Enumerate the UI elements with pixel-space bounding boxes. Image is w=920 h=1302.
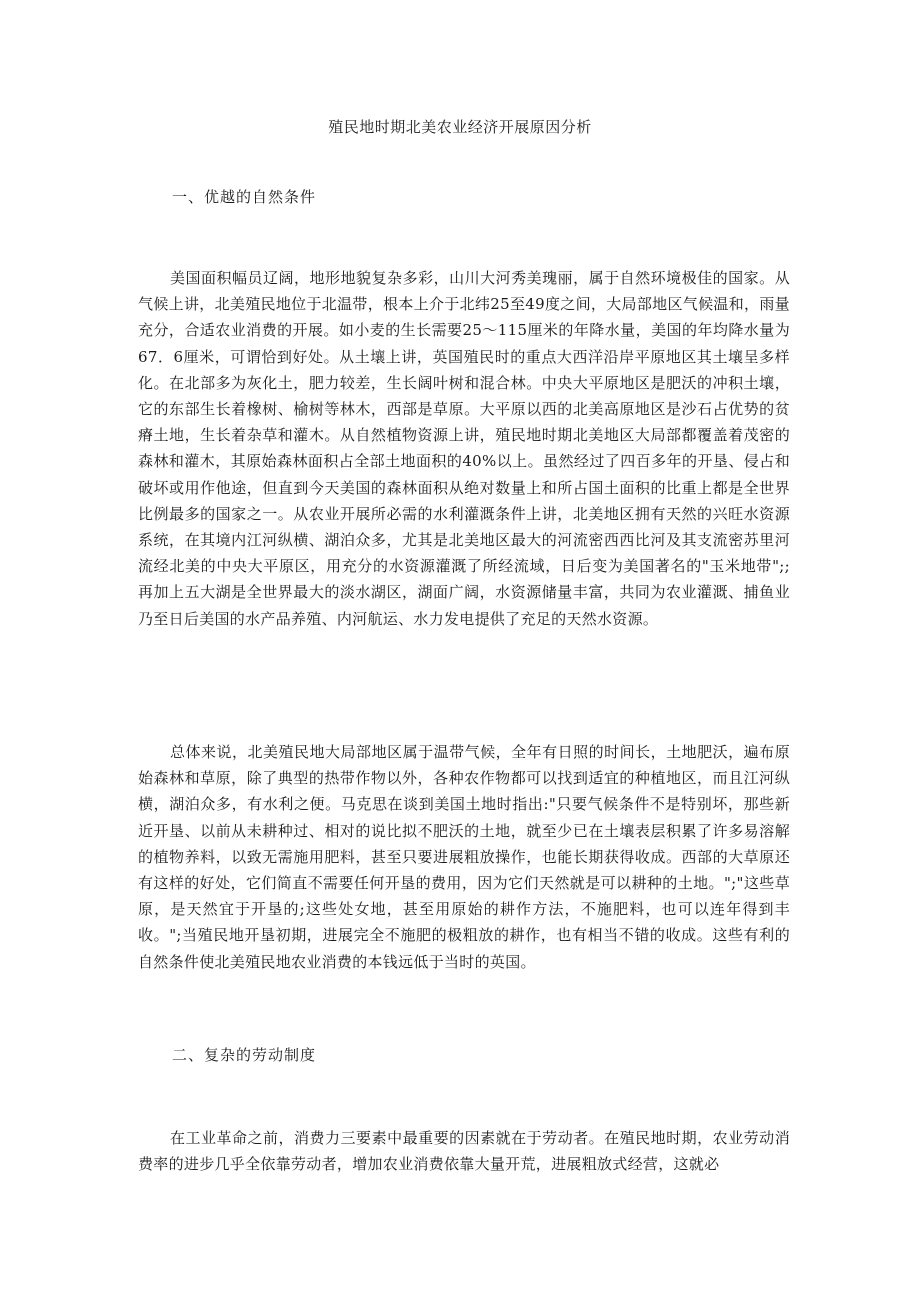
document-title: 殖民地时期北美农业经济开展原因分析: [328, 118, 592, 136]
paragraph-3: 在工业革命之前，消费力三要素中最重要的因素就在于劳动者。在殖民地时期，农业劳动消费率的进步几乎全依靠劳动者，增加农业消费依靠大量开荒，进展粗放式经营，这就必: [138, 1129, 790, 1174]
paragraph-2: 总体来说，北美殖民地大局部地区属于温带气候，全年有日照的时间长，土地肥沃，遍布原始森林和草原，除了典型的热带作物以外，各种农作物都可以找到适宜的种植地区，而且江河纵横，湖泊众多，有水利之便。马克思在谈到美国土地时指出:"只要气候条件不是特别坏，那些新近开垦、以前从未耕种过、相对的说比拟不肥沃的土地，就至少已在土壤表层积累了许多易溶解的植物养料，以致无需施用肥料，甚至只要进展粗放操作，也能长期获得收成。西部的大草原还有这样的好处，它们简直不需要任何开垦的费用，因为它们天然就是可以耕种的土地。";"这些草原，是天然宜于开垦的;这些处女地，甚至用原始的耕作方法，不施肥料，也可以连年得到丰收。";当殖民地开垦初期，进展完全不施肥的极粗放的耕作，也有相当不错的收成。这些有利的自然条件使北美殖民地农业消费的本钱远低于当时的英国。: [138, 743, 790, 971]
paragraph-1: 美国面积幅员辽阔，地形地貌复杂多彩，山川大河秀美瑰丽，属于自然环境极佳的国家。从气候上讲，北美殖民地位于北温带，根本上介于北纬25至49度之间，大局部地区气候温和，雨量充分，合适农业消费的开展。如小麦的生长需要25～115厘米的年降水量，美国的年均降水量为67．6厘米，可谓恰到好处。从土壤上讲，英国殖民时的重点大西洋沿岸平原地区其土壤呈多样化。在北部多为灰化土，肥力较差，生长阔叶树和混合林。中央大平原地区是肥沃的冲积土壤，它的东部生长着橡树、榆树等林木，西部是草原。大平原以西的北美高原地区是沙石占优势的贫瘠土地，生长着杂草和灌木。从自然植物资源上讲，殖民地时期北美地区大局部都覆盖着茂密的森林和灌木，其原始森林面积占全部土地面积的40%以上。虽然经过了四百多年的开垦、侵占和破坏或用作他途，但直到今天美国的森林面积从绝对数量上和所占国土面积的比重上都是全世界比例最多的国家之一。从农业开展所必需的水利灌溉条件上讲，北美地区拥有天然的兴旺水资源系统，在其境内江河纵横、湖泊众多，尤其是北美地区最大的河流密西西比河及其支流密苏里河流经北美的中央大平原区，用充分的水资源灌溉了所经流域，日后变为美国著名的"玉米地带";;再加上五大湖是全世界最大的淡水湖区，湖面广阔，水资源储量丰富，共同为农业灌溉、捕鱼业乃至日后美国的水产品养殖、内河航运、水力发电提供了充足的天然水资源。: [138, 269, 790, 628]
section-heading-1: 一、优越的自然条件: [172, 188, 317, 206]
section-heading-2: 二、复杂的劳动制度: [172, 1046, 317, 1064]
